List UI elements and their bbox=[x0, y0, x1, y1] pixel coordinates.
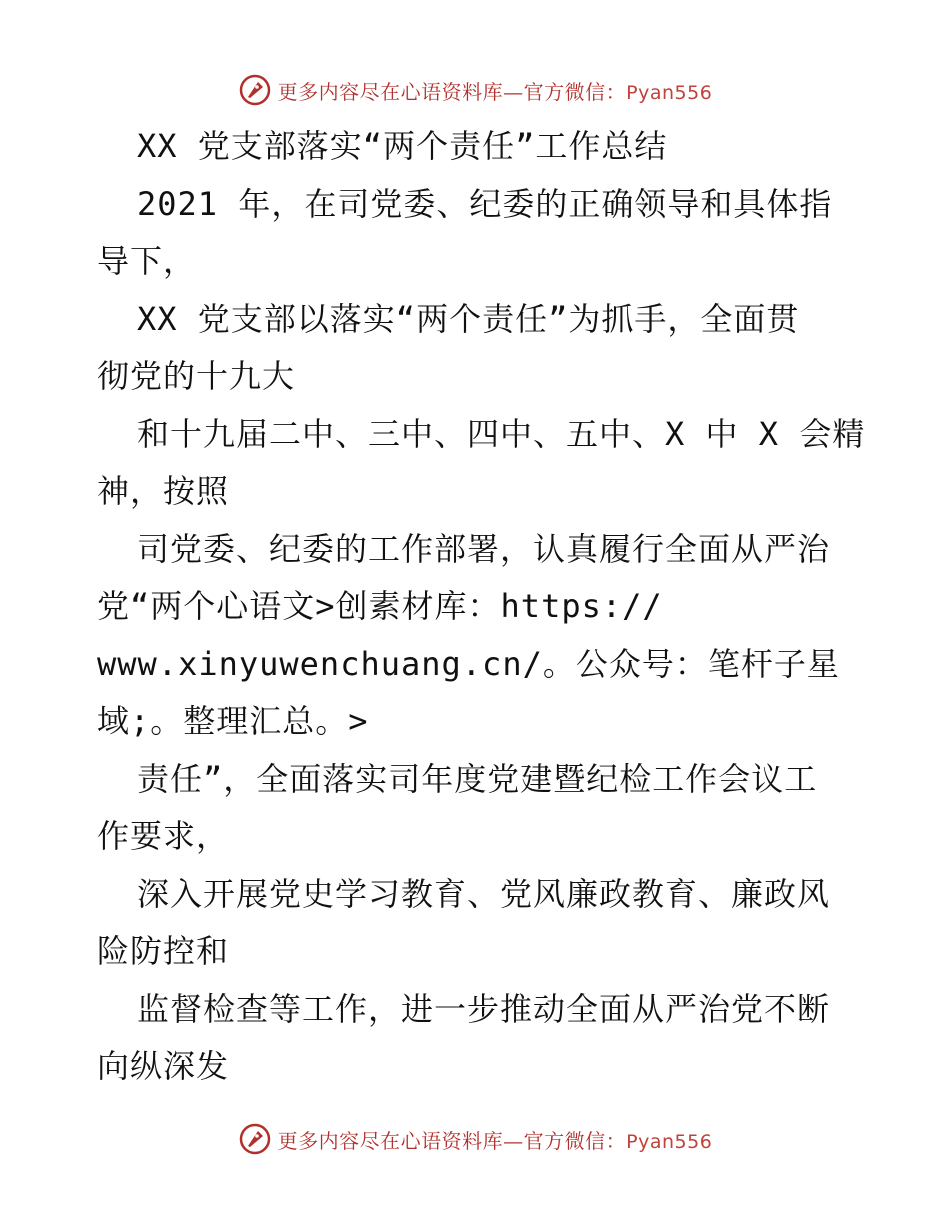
document-line: 险防控和 bbox=[97, 932, 230, 970]
document-line: 监督检查等工作，进一步推动全面从严治党不断 bbox=[137, 989, 831, 1028]
header-banner bbox=[0, 70, 950, 110]
document-body bbox=[97, 118, 887, 1096]
banner-wechat-id: Pyan556 bbox=[626, 81, 713, 104]
document-line: 域;。整理汇总。> bbox=[97, 702, 369, 740]
document-line: 作要求， bbox=[97, 817, 230, 855]
banner-text bbox=[278, 76, 713, 105]
document-line: 2021 年，在司党委、纪委的正确领导和具体指 bbox=[137, 184, 833, 223]
document-line: 和十九届二中、三中、四中、五中、X 中 X 会精 bbox=[137, 414, 866, 453]
document-line: 司党委、纪委的工作部署，认真履行全面从严治 bbox=[137, 529, 831, 568]
document-line: 深入开展党史学习教育、党风廉政教育、廉政风 bbox=[137, 874, 831, 913]
document-line: www.xinyuwenchuang.cn/。公众号：笔杆子星 bbox=[97, 644, 840, 683]
banner-message: 更多内容尽在心语资料库—官方微信： bbox=[277, 79, 627, 104]
document-line: 导下， bbox=[97, 242, 197, 280]
banner-message: 更多内容尽在心语资料库—官方微信： bbox=[277, 1128, 627, 1153]
pen-nib-logo-icon bbox=[238, 73, 272, 107]
pen-nib-logo-icon bbox=[238, 1122, 272, 1156]
banner-wechat-id: Pyan556 bbox=[626, 1130, 713, 1153]
document-line: XX 党支部以落实“两个责任”为抓手，全面贯 bbox=[137, 299, 800, 338]
document-line: 责任”，全面落实司年度党建暨纪检工作会议工 bbox=[137, 759, 818, 798]
banner-text bbox=[278, 1125, 713, 1154]
document-line: 党“两个心语文>创素材库：https:// bbox=[97, 587, 663, 625]
footer-banner bbox=[0, 1119, 950, 1159]
document-line: XX 党支部落实“两个责任”工作总结 bbox=[137, 127, 668, 165]
document-line: 向纵深发 bbox=[97, 1047, 230, 1085]
document-line: 彻党的十九大 bbox=[97, 357, 296, 395]
document-line: 神，按照 bbox=[97, 472, 230, 510]
